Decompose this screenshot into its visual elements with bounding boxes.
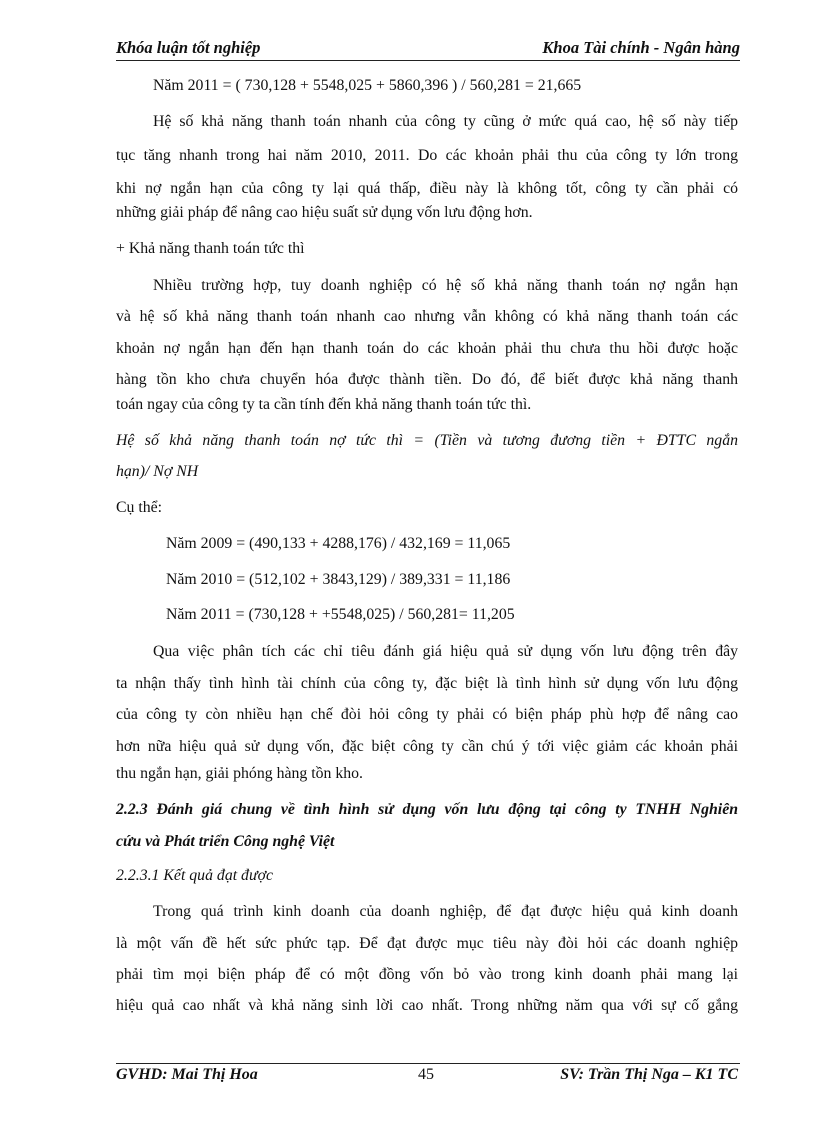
formula-definition: Hệ số khả năng thanh toán nợ tức thì = (Tiền và tương đương tiền + ĐTTC ngắn	[116, 432, 738, 449]
paragraph-line: Qua việc phân tích các chỉ tiêu đánh giá hiệu quả sử dụng vốn lưu động trên đây	[153, 643, 738, 660]
paragraph-line: là một vấn đề hết sức phức tạp. Để đạt được mục tiêu này đòi hỏi các doanh nghiệp	[116, 935, 738, 952]
paragraph-line: hơn nữa hiệu quả sử dụng vốn, đặc biệt công ty cần chú ý tới việc giảm các khoản phải	[116, 738, 738, 755]
subsection-heading-2-2-3-1: 2.2.3.1 Kết quả đạt được	[116, 867, 274, 884]
footer-supervisor: GVHD: Mai Thị Hoa	[116, 1066, 258, 1083]
formula-2011: Năm 2011 = (730,128 + +5548,025) / 560,281= 11,205	[166, 606, 515, 623]
paragraph-line: những giải pháp để nâng cao hiệu suất sử dụng vốn lưu động hơn.	[116, 204, 533, 221]
paragraph-line: khoản nợ ngắn hạn đến hạn thanh toán do các khoản phải thu chưa thu hồi được hoặc	[116, 340, 738, 357]
formula-2011-quick-ratio: Năm 2011 = ( 730,128 + 5548,025 + 5860,396 ) / 560,281 = 21,665	[153, 77, 582, 94]
formula-definition-cont: hạn)/ Nợ NH	[116, 463, 199, 480]
section-heading-2-2-3: 2.2.3 Đánh giá chung về tình hình sử dụng vốn lưu động tại công ty TNHH Nghiên	[116, 801, 738, 818]
paragraph-line: Trong quá trình kinh doanh của doanh nghiệp, để đạt được hiệu quả kinh doanh	[153, 903, 738, 920]
formula-2009: Năm 2009 = (490,133 + 4288,176) / 432,169 = 11,065	[166, 535, 511, 552]
subheading-instant-ratio: + Khả năng thanh toán tức thì	[116, 240, 305, 257]
footer-divider	[116, 1063, 740, 1064]
page-header	[116, 38, 740, 61]
paragraph-line: phải tìm mọi biện pháp để có một đồng vốn bỏ vào trong kinh doanh phải mang lại	[116, 966, 738, 983]
paragraph-line: và hệ số khả năng thanh toán nhanh cao nhưng vẫn không có khả năng thanh toán các	[116, 308, 738, 325]
header-faculty: Khoa Tài chính - Ngân hàng	[542, 38, 740, 57]
paragraph-line: của công ty còn nhiều hạn chế đòi hỏi công ty phải có biện pháp phù hợp để nâng cao	[116, 706, 738, 723]
footer-student: SV: Trần Thị Nga – K1 TC	[560, 1066, 738, 1083]
formula-2010: Năm 2010 = (512,102 + 3843,129) / 389,331 = 11,186	[166, 571, 511, 588]
paragraph-line: toán ngay của công ty ta cần tính đến khả năng thanh toán tức thì.	[116, 396, 532, 413]
section-heading-2-2-3-cont: cứu và Phát triển Công nghệ Việt	[116, 833, 335, 850]
header-thesis-title: Khóa luận tốt nghiệp	[116, 38, 261, 57]
paragraph-line: Hệ số khả năng thanh toán nhanh của công ty cũng ở mức quá cao, hệ số này tiếp	[153, 113, 738, 130]
paragraph-line: hiệu quả cao nhất và khả năng sinh lời cao nhất. Trong những năm qua với sự cố gắng	[116, 997, 738, 1014]
page-number: 45	[418, 1066, 434, 1083]
paragraph-line: hàng tồn kho chưa chuyển hóa được thành tiền. Do đó, để biết được khả năng thanh	[116, 371, 738, 388]
paragraph-line: Nhiều trường hợp, tuy doanh nghiệp có hệ số khả năng thanh toán nợ ngắn hạn	[153, 277, 738, 294]
paragraph-line: khi nợ ngắn hạn của công ty lại quá thấp, điều này là không tốt, công ty cần phải có	[116, 180, 738, 197]
examples-label: Cụ thể:	[116, 499, 163, 516]
paragraph-line: tục tăng nhanh trong hai năm 2010, 2011. Do các khoản phải thu của công ty lớn trong	[116, 147, 738, 164]
paragraph-line: ta nhận thấy tình hình tài chính của công ty, đặc biệt là tình hình sử dụng vốn lưu động	[116, 675, 738, 692]
paragraph-line: thu ngắn hạn, giải phóng hàng tồn kho.	[116, 765, 364, 782]
